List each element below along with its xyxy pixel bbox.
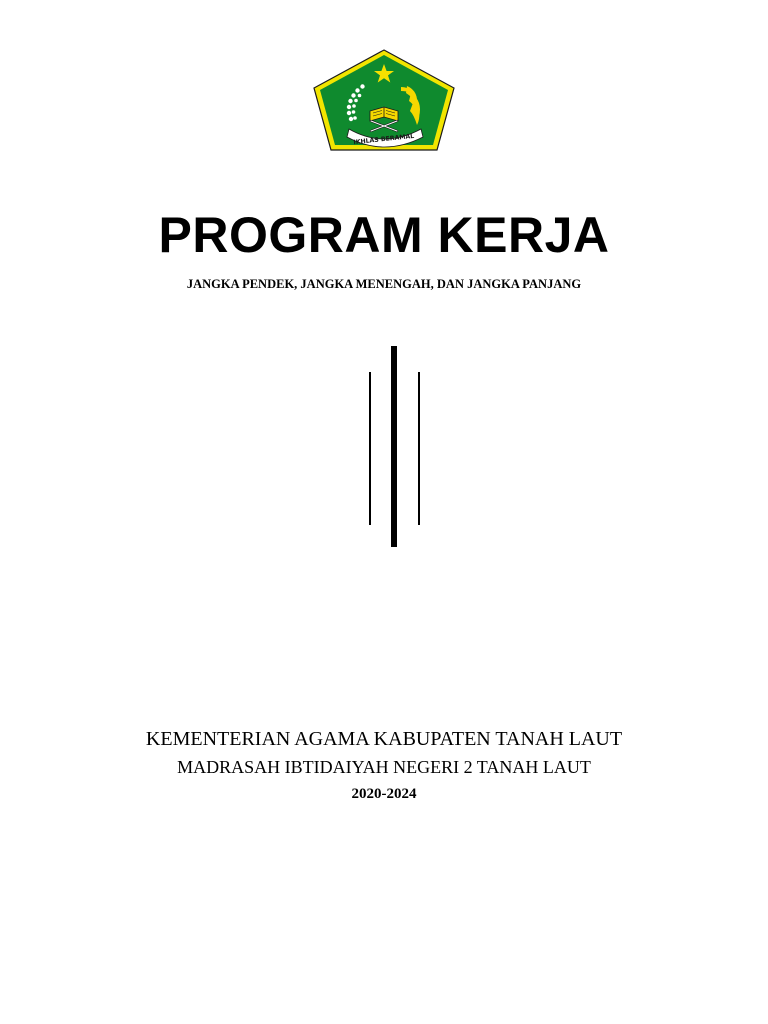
decorative-line-left — [369, 372, 371, 525]
logo-motto: IKHLAS BERAMAL — [353, 132, 415, 147]
decorative-line-center — [391, 346, 397, 547]
kemenag-emblem-icon — [313, 49, 455, 151]
document-subtitle: JANGKA PENDEK, JANGKA MENENGAH, DAN JANGKA PANJANG — [186, 277, 582, 291]
period-years: 2020-2024 — [351, 786, 417, 802]
ministry-name: KEMENTERIAN AGAMA KABUPATEN TANAH LAUT — [145, 728, 623, 750]
document-title: PROGRAM KERJA — [158, 207, 610, 263]
decorative-line-right — [418, 372, 420, 525]
school-name: MADRASAH IBTIDAIYAH NEGERI 2 TANAH LAUT — [177, 757, 591, 777]
